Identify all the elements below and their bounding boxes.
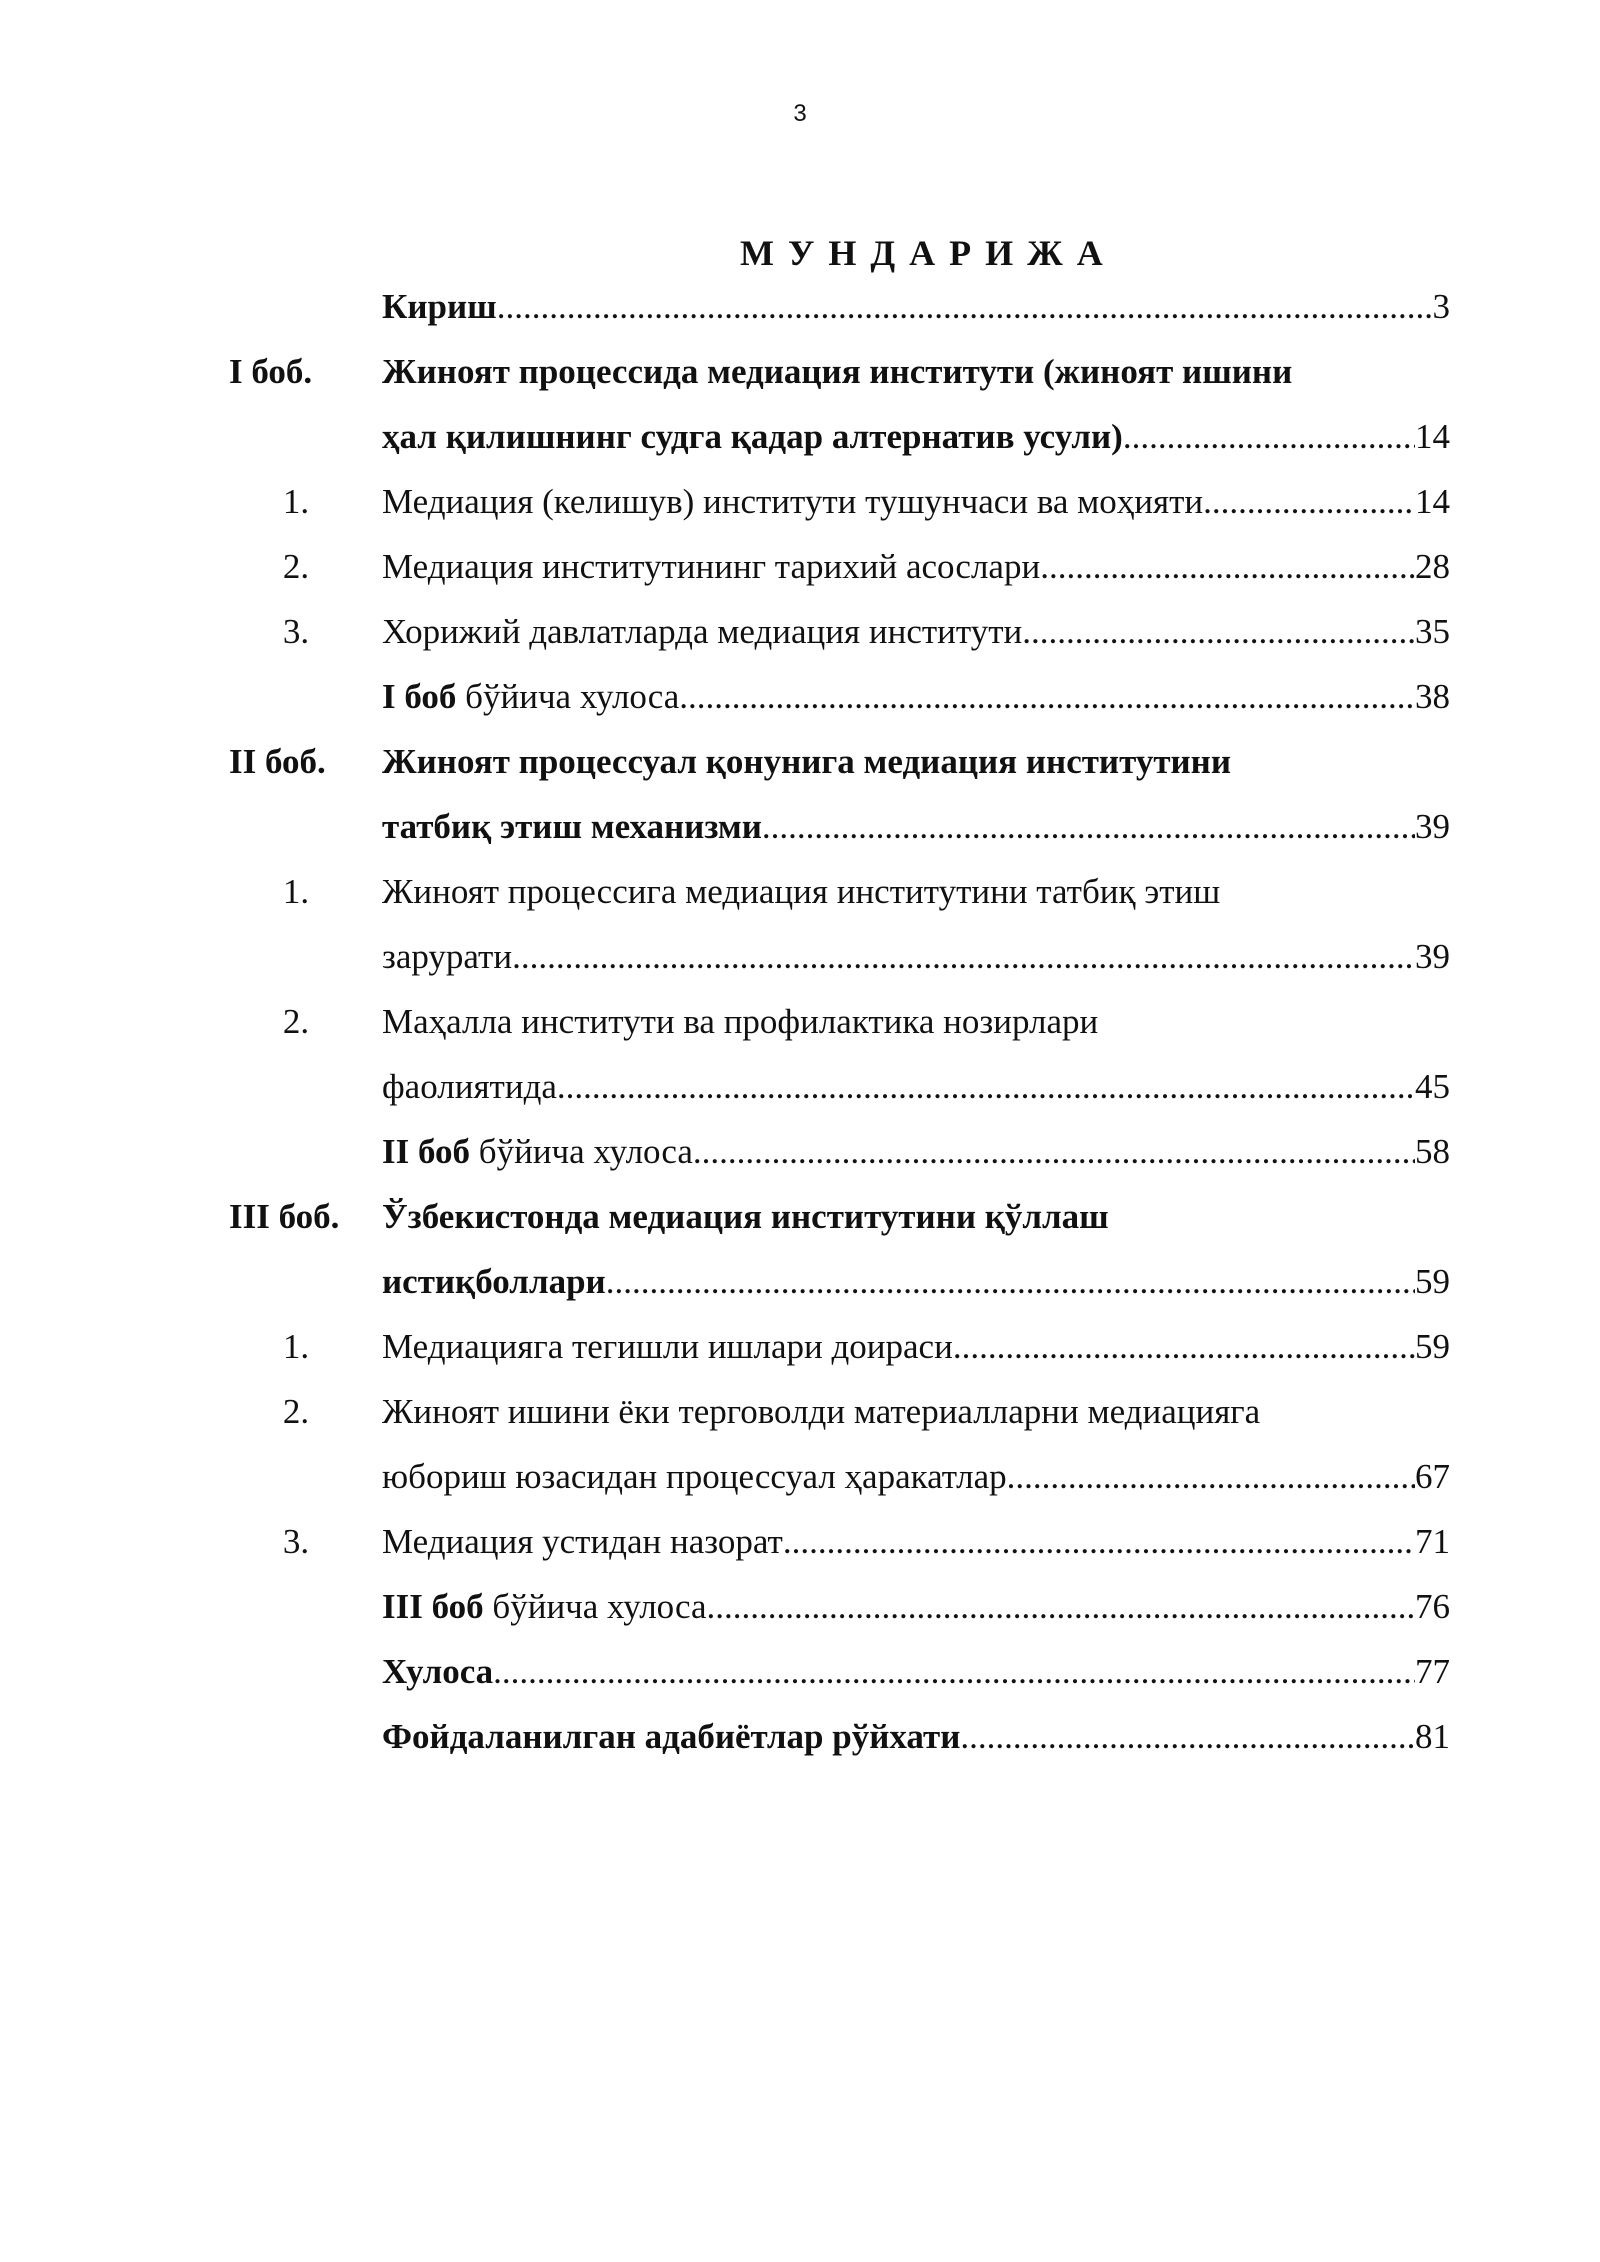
- section-number: 1.: [282, 872, 310, 911]
- toc-chapter-2-conclusion[interactable]: [0, 1119, 1600, 1184]
- leader-dots: [557, 1054, 1415, 1119]
- toc-chapter-1-heading[interactable]: [0, 339, 1600, 404]
- page-ref: 38: [1415, 677, 1450, 716]
- toc-section-3-1[interactable]: [0, 1314, 1600, 1379]
- section-number: 3.: [282, 612, 310, 651]
- page-ref: 76: [1415, 1587, 1450, 1626]
- section-number: 1.: [282, 1327, 310, 1366]
- toc-title: МУНДАРИЖА: [740, 233, 1117, 273]
- leader-dots: [693, 1119, 1415, 1184]
- entry-text: Медиация устидан назорат: [382, 1522, 783, 1561]
- entry-text: Медиация институтининг тарихий асослари: [382, 547, 1041, 586]
- chapter-title-line1: Ўзбекистонда медиация институтини қўллаш: [382, 1197, 1109, 1236]
- chapter-label: III боб.: [229, 1197, 340, 1236]
- leader-dots: [953, 1314, 1415, 1379]
- page-ref: 58: [1415, 1132, 1450, 1171]
- leader-dots: [1203, 469, 1415, 534]
- toc-section-2-1-cont[interactable]: [0, 924, 1600, 989]
- chapter-title-line2: татбиқ этиш механизми: [382, 807, 762, 846]
- leader-dots: [493, 1639, 1415, 1704]
- toc-entry-references[interactable]: [0, 1704, 1600, 1769]
- toc-section-1-2[interactable]: [0, 534, 1600, 599]
- page-ref: 39: [1415, 807, 1450, 846]
- section-number: 2.: [282, 1392, 310, 1431]
- page-ref: 77: [1415, 1652, 1450, 1691]
- chapter-label: II боб.: [229, 742, 326, 781]
- conclusion-chapter-label: I боб: [382, 677, 457, 716]
- entry-text: Медиацияга тегишли ишлари доираси: [382, 1327, 953, 1366]
- toc-chapter-2-heading[interactable]: [0, 729, 1600, 794]
- page-ref: 81: [1415, 1717, 1450, 1756]
- chapter-title-line1: Жиноят процессуал қонунига медиация институтини: [382, 742, 1232, 781]
- toc-section-3-2[interactable]: [0, 1379, 1600, 1444]
- leader-dots: [707, 1574, 1415, 1639]
- entry-text-line2: зарурати: [382, 937, 513, 976]
- leader-dots: [606, 1249, 1415, 1314]
- page-number: 3: [793, 100, 807, 127]
- section-number: 2.: [282, 547, 310, 586]
- toc-section-3-2-cont[interactable]: [0, 1444, 1600, 1509]
- toc-chapter-3-heading-cont[interactable]: [0, 1249, 1600, 1314]
- entry-text: Фойдаланилган адабиётлар рўйхати: [382, 1717, 961, 1756]
- page-ref: 59: [1415, 1262, 1450, 1301]
- chapter-label: I боб.: [229, 352, 313, 391]
- entry-text: Хорижий давлатларда медиация институти: [382, 612, 1023, 651]
- entry-text: бўйича хулоса: [470, 1132, 693, 1171]
- leader-dots: [960, 1704, 1415, 1769]
- leader-dots: [1007, 1444, 1415, 1509]
- leader-dots: [1040, 534, 1415, 599]
- toc-section-1-1[interactable]: [0, 469, 1600, 534]
- section-number: 3.: [282, 1522, 310, 1561]
- leader-dots: [762, 794, 1415, 859]
- section-number: 1.: [282, 482, 310, 521]
- page-ref: 3: [1432, 287, 1450, 326]
- chapter-title-line2: истиқболлари: [382, 1262, 606, 1301]
- toc-chapter-1-heading-cont[interactable]: [0, 404, 1600, 469]
- page-ref: 35: [1415, 612, 1450, 651]
- section-number: 2.: [282, 1002, 310, 1041]
- entry-text-line1: Маҳалла институти ва профилактика нозирлари: [382, 1002, 1099, 1041]
- chapter-title-line2: ҳал қилишнинг судга қадар алтернатив усули): [382, 417, 1123, 456]
- page-ref: 14: [1415, 482, 1450, 521]
- leader-dots: [783, 1509, 1415, 1574]
- leader-dots: [512, 924, 1415, 989]
- entry-text: бўйича хулоса: [483, 1587, 707, 1626]
- toc-entry-conclusion[interactable]: [0, 1639, 1600, 1704]
- page-ref: 59: [1415, 1327, 1450, 1366]
- leader-dots: [679, 664, 1415, 729]
- page-ref: 71: [1415, 1522, 1450, 1561]
- chapter-title-line1: Жиноят процессида медиация институти (жиноят ишини: [382, 352, 1293, 391]
- entry-text: Медиация (келишув) институти тушунчаси ва моҳияти: [382, 482, 1204, 521]
- page-ref: 45: [1415, 1067, 1450, 1106]
- toc-section-2-2[interactable]: [0, 989, 1600, 1054]
- page-ref: 28: [1415, 547, 1450, 586]
- page-ref: 67: [1415, 1457, 1450, 1496]
- page-ref: 39: [1415, 937, 1450, 976]
- toc-section-1-3[interactable]: [0, 599, 1600, 664]
- toc-section-2-1[interactable]: [0, 859, 1600, 924]
- table-of-contents: [0, 274, 1600, 1769]
- page-ref: 14: [1415, 417, 1450, 456]
- toc-chapter-3-heading[interactable]: [0, 1184, 1600, 1249]
- leader-dots: [497, 274, 1433, 339]
- conclusion-chapter-label: II боб: [382, 1132, 471, 1171]
- entry-text-line1: Жиноят ишини ёки терговолди материалларни медиацияга: [382, 1392, 1261, 1431]
- entry-text-line2: юбориш юзасидан процессуал ҳаракатлар: [382, 1457, 1007, 1496]
- leader-dots: [1123, 404, 1415, 469]
- toc-section-3-3[interactable]: [0, 1509, 1600, 1574]
- leader-dots: [1022, 599, 1415, 664]
- entry-text-line2: фаолиятида: [382, 1067, 557, 1106]
- toc-chapter-1-conclusion[interactable]: [0, 664, 1600, 729]
- conclusion-chapter-label: III боб: [382, 1587, 484, 1626]
- toc-section-2-2-cont[interactable]: [0, 1054, 1600, 1119]
- entry-text: Хулоса: [382, 1652, 494, 1691]
- entry-text-line1: Жиноят процессига медиация институтини татбиқ этиш: [382, 872, 1221, 911]
- entry-text: бўйича хулоса: [456, 677, 680, 716]
- entry-text: Кириш: [382, 287, 497, 326]
- toc-chapter-3-conclusion[interactable]: [0, 1574, 1600, 1639]
- toc-chapter-2-heading-cont[interactable]: [0, 794, 1600, 859]
- toc-entry-intro[interactable]: [0, 274, 1600, 339]
